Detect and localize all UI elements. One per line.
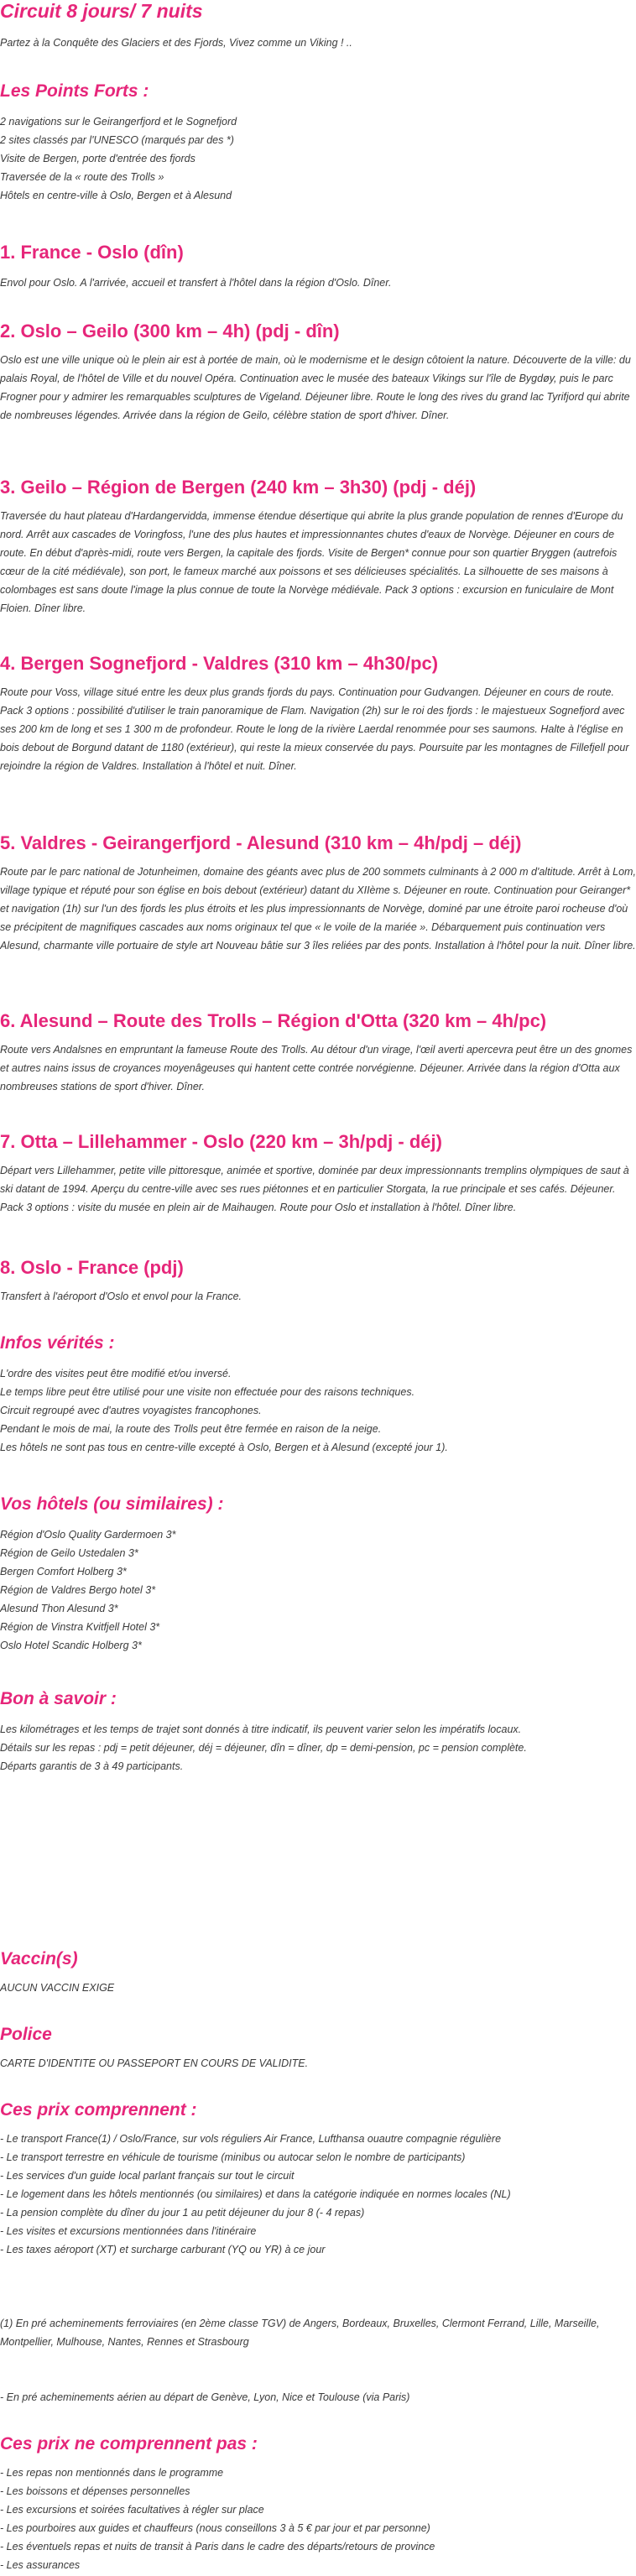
info-item: Le temps libre peut être utilisé pour une visite non effectuée pour des raisons techniques. <box>0 1386 415 1398</box>
highlight-item: 2 navigations sur le Geirangerfjord et le Sognefjord <box>0 116 237 128</box>
vaccine-heading: Vaccin(s) <box>0 1949 78 1969</box>
good-to-know-section <box>0 1688 636 1709</box>
includes-item: - Les taxes aéroport (XT) et surcharge carburant (YQ ou YR) à ce jour <box>0 2244 326 2255</box>
vaccine-text: AUCUN VACCIN EXIGE <box>0 1982 115 1994</box>
highlights-section <box>0 81 636 102</box>
day-5-heading: 5. Valdres - Geirangerfjord - Alesund (310 km – 4h/pdj – déj) <box>0 832 522 853</box>
highlight-item: 2 sites classés par l'UNESCO (marqués par des *) <box>0 134 234 146</box>
hotel-item: Région d'Oslo Quality Gardermoen 3* <box>0 1529 176 1541</box>
includes-note-2 <box>0 2388 636 2407</box>
good-to-know-item: Détails sur les repas : pdj = petit déjeuner, déj = déjeuner, dîn = dîner, dp = demi-pension, pc = pension complète. <box>0 1742 527 1754</box>
day-4-text: Route pour Voss, village situé entre les deux plus grands fjords du pays. Continuation pour Gudvangen. Déjeuner en cours de route. Pack 3 options : possibilité d'utiliser le train panoramique de Flam. Navigation (2h) sur le roi des fjords : le majestueux Sognefjord avec ses 200 km de long et ses 1 300 m de profondeur. Route le long de la rivière Laerdal renommée pour ses saumons. Halte à l'église en bois debout de Borgund datant de 1180 (extérieur), qui reste la mieux conservée du pays. Poursuite par les montagnes de Fillefjell pour rejoindre la région de Valdres. Installation à l'hôtel et nuit. Dîner. <box>0 686 629 772</box>
day-8-heading: 8. Oslo - France (pdj) <box>0 1257 184 1278</box>
includes-item: - Le transport France(1) / Oslo/France, sur vols réguliers Air France, Lufthansa ouautre compagnie régulière <box>0 2133 502 2145</box>
day-5-text: Route par le parc national de Jotunheimen, domaine des géants avec plus de 200 sommets culminants à 2 000 m d'altitude. Arrêt à Lom, village typique et réputé pour son église en bois debout (extérieur) datant du XIIème s. Déjeuner en route. Continuation pour Geiranger* et navigation (1h) sur l'un des fjords les plus étroits et les plus impressionnants de Norvège, dominé par une étroite paroi rocheuse d'où se précipitent de magnifiques cascades aux noms originaux tel que « le voile de la mariée ». Débarquement puis continuation vers Alesund, charmante ville portuaire de style art Nouveau bâtie sur 3 îles reliées par des ponts. Installation à l'hôtel pour la nuit. Dîner libre. <box>0 866 636 952</box>
includes-item: - Le logement dans les hôtels mentionnés (ou similaires) et dans la catégorie indiquée en normes locales (NL) <box>0 2188 511 2200</box>
includes-heading: Ces prix comprennent : <box>0 2100 197 2120</box>
day-2-section <box>0 321 636 342</box>
hotels-section <box>0 1494 636 1515</box>
day-4-body <box>0 683 636 775</box>
hotel-item: Région de Vinstra Kvitfjell Hotel 3* <box>0 1621 160 1633</box>
police-body <box>0 2054 636 2073</box>
day-7-heading: 7. Otta – Lillehammer - Oslo (220 km – 3h/pdj - déj) <box>0 1131 442 1152</box>
day-7-section <box>0 1131 636 1153</box>
includes-note-2-text: - En pré acheminements aérien au départ de Genève, Lyon, Nice et Toulouse (via Paris) <box>0 2391 410 2403</box>
intro-text: Partez à la Conquête des Glaciers et des Fjords, Vivez comme un Viking ! .. <box>0 37 352 49</box>
day-4-section <box>0 653 636 675</box>
includes-note-1 <box>0 2314 636 2351</box>
highlight-item: Hôtels en centre-ville à Oslo, Bergen et à Alesund <box>0 190 232 201</box>
excludes-item: - Les excursions et soirées facultatives à régler sur place <box>0 2504 264 2516</box>
hotels-heading: Vos hôtels (ou similaires) : <box>0 1494 224 1514</box>
day-3-section <box>0 477 636 498</box>
excludes-item: - Les repas non mentionnés dans le programme <box>0 2467 224 2479</box>
includes-section <box>0 2099 636 2120</box>
good-to-know-item: Départs garantis de 3 à 49 participants. <box>0 1760 184 1772</box>
hotel-item: Oslo Hotel Scandic Holberg 3* <box>0 1640 142 1651</box>
info-item: Circuit regroupé avec d'autres voyagistes francophones. <box>0 1405 262 1416</box>
hotel-item: Alesund Thon Alesund 3* <box>0 1603 118 1614</box>
highlights-heading: Les Points Forts : <box>0 81 149 101</box>
highlight-item: Visite de Bergen, porte d'entrée des fjords <box>0 153 195 164</box>
includes-item: - Les services d'un guide local parlant français sur tout le circuit <box>0 2170 295 2182</box>
includes-list <box>0 2130 636 2259</box>
day-3-heading: 3. Geilo – Région de Bergen (240 km – 3h30) (pdj - déj) <box>0 477 477 498</box>
intro-section <box>0 34 636 52</box>
day-6-section <box>0 1010 636 1032</box>
day-1-body <box>0 274 636 292</box>
info-item: Pendant le mois de mai, la route des Trolls peut être fermée en raison de la neige. <box>0 1423 382 1435</box>
day-3-text: Traversée du haut plateau d'Hardangervidda, immense étendue désertique qui abrite la plus grande population de rennes d'Europe du nord. Arrêt aux cascades de Voringfoss, l'une des plus hautes et impressionnantes chutes d'eaux de Norvège. Déjeuner en cours de route. En début d'après-midi, route vers Bergen, la capitale des fjords. Visite de Bergen* connue pour son quartier Bryggen (autrefois cœur de la cité médiévale), son port, le fameux marché aux poissons et ses délicieuses spécialités. La silhouette de ses maisons à colombages est sans doute l'image la plus connue de toute la Norvège médiévale. Pack 3 options : excursion en funiculaire de Mont Floien. Dîner libre. <box>0 510 623 614</box>
hotel-item: Région de Valdres Bergo hotel 3* <box>0 1584 156 1596</box>
excludes-section <box>0 2433 636 2454</box>
info-item: Les hôtels ne sont pas tous en centre-ville excepté à Oslo, Bergen et à Alesund (excepté jour 1). <box>0 1442 448 1453</box>
excludes-item: - Les éventuels repas et nuits de transit à Paris dans le cadre des départs/retours de province <box>0 2541 435 2553</box>
day-5-body <box>0 863 636 955</box>
includes-item: - Le transport terrestre en véhicule de tourisme (minibus ou autocar selon le nombre de participants) <box>0 2151 466 2163</box>
good-to-know-heading: Bon à savoir : <box>0 1689 117 1708</box>
excludes-item: - Les boissons et dépenses personnelles <box>0 2485 190 2497</box>
info-item: L'ordre des visites peut être modifié et/ou inversé. <box>0 1368 232 1379</box>
includes-note-1-text: (1) En pré acheminements ferroviaires (en 2ème classe TGV) de Angers, Bordeaux, Bruxelles, Clermont Ferrand, Lille, Marseille, Montpellier, Mulhouse, Nantes, Rennes et Strasbourg <box>0 2318 600 2348</box>
day-6-heading: 6. Alesund – Route des Trolls – Région d'Otta (320 km – 4h/pc) <box>0 1010 547 1031</box>
day-5-section <box>0 832 636 854</box>
good-to-know-item: Les kilométrages et les temps de trajet sont donnés à titre indicatif, ils peuvent varier selon les impératifs locaux. <box>0 1723 522 1735</box>
police-section <box>0 2024 636 2045</box>
highlights-list <box>0 112 636 205</box>
day-8-body <box>0 1287 636 1306</box>
day-8-section <box>0 1257 636 1279</box>
page-title: Circuit 8 jours/ 7 nuits <box>0 0 203 22</box>
police-heading: Police <box>0 2025 52 2044</box>
day-1-text: Envol pour Oslo. A l'arrivée, accueil et transfert à l'hôtel dans la région d'Oslo. Dîner. <box>0 277 392 289</box>
info-heading: Infos vérités : <box>0 1333 115 1353</box>
day-7-text: Départ vers Lillehammer, petite ville pittoresque, animée et sportive, dominée par deux impressionnants tremplins olympiques de saut à ski datant de 1994. Aperçu du centre-ville avec ses rues piétonnes et en particulier Storgata, la rue principale et ses cafés. Déjeuner. Pack 3 options : visite du musée en plein air de Maihaugen. Route pour Oslo et installation à l'hôtel. Dîner libre. <box>0 1165 629 1213</box>
day-2-heading: 2. Oslo – Geilo (300 km – 4h) (pdj - dîn) <box>0 321 340 342</box>
hotel-item: Bergen Comfort Holberg 3* <box>0 1566 127 1577</box>
vaccine-body <box>0 1979 636 1997</box>
excludes-list <box>0 2464 636 2574</box>
police-text: CARTE D'IDENTITE OU PASSEPORT EN COURS DE VALIDITE. <box>0 2057 309 2069</box>
day-3-body <box>0 507 636 618</box>
day-6-text: Route vers Andalsnes en empruntant la fameuse Route des Trolls. Au détour d'un virage, l'œil averti apercevra peut être un des gnomes et autres nains issus de croyances moyenâgeuses qui hantent cette contrée norvégienne. Déjeuner. Arrivée dans la région d'Otta aux nombreuses stations de sport d'hiver. Dîner. <box>0 1044 633 1092</box>
day-4-heading: 4. Bergen Sognefjord - Valdres (310 km – 4h30/pc) <box>0 653 439 674</box>
title-section <box>0 0 636 23</box>
hotels-list <box>0 1525 636 1655</box>
day-6-body <box>0 1040 636 1096</box>
highlight-item: Traversée de la « route des Trolls » <box>0 171 164 183</box>
vaccine-section <box>0 1948 636 1969</box>
day-7-body <box>0 1161 636 1217</box>
day-1-heading: 1. France - Oslo (dîn) <box>0 242 184 263</box>
hotel-item: Région de Geilo Ustedalen 3* <box>0 1547 138 1559</box>
excludes-item: - Les assurances <box>0 2559 81 2571</box>
includes-item: - La pension complète du dîner du jour 1 au petit déjeuner du jour 8 (- 4 repas) <box>0 2207 365 2219</box>
info-section <box>0 1332 636 1353</box>
day-2-body <box>0 351 636 425</box>
day-1-section <box>0 242 636 263</box>
includes-item: - Les visites et excursions mentionnées dans l'itinéraire <box>0 2225 257 2237</box>
info-list <box>0 1364 636 1457</box>
good-to-know-list <box>0 1720 636 1776</box>
excludes-heading: Ces prix ne comprennent pas : <box>0 2434 258 2453</box>
day-8-text: Transfert à l'aéroport d'Oslo et envol pour la France. <box>0 1291 242 1302</box>
excludes-item: - Les pourboires aux guides et chauffeurs (nous conseillons 3 à 5 € par jour et par personne) <box>0 2522 430 2534</box>
day-2-text: Oslo est une ville unique où le plein air est à portée de main, où le modernisme et le design côtoient la nature. Découverte de la ville: du palais Royal, de l'hôtel de Ville et du nouvel Opéra. Continuation avec le musée des bateaux Vikings sur l'île de Bygdøy, puis le parc Frogner pour y admirer les remarquables sculptures de Vigeland. Déjeuner libre. Route le long des rives du grand lac Tyrifjord qui abrite de nombreuses légendes. Arrivée dans la région de Geilo, célèbre station de sport d'hiver. Dîner. <box>0 354 631 421</box>
